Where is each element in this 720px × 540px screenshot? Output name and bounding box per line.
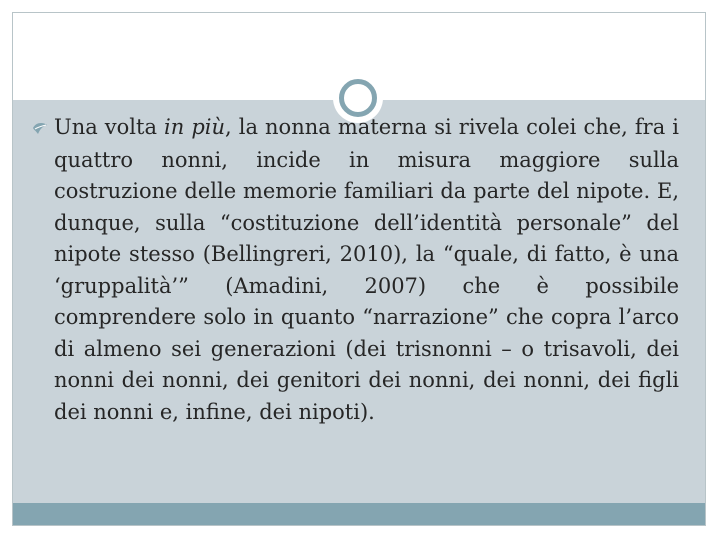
bullet-paragraph: [32, 112, 679, 428]
paragraph-text-start: Una volta: [54, 115, 165, 139]
footer-bar: [13, 503, 705, 525]
leaf-bullet-icon: [32, 113, 54, 145]
text-content: [32, 112, 679, 428]
paragraph-emphasis: in più: [164, 115, 226, 139]
paragraph-text-rest: , la nonna materna si rivela colei che, fra i quattro nonni, incide in misura maggiore sulla costruzione delle memorie familiari da parte del nipote. E, dunque, sulla “costituzione dell’identità personale” del nipote stesso (Bellingreri, 2010), la “quale, di fatto, è una ‘gruppalità’” (Amadini, 2007) che è possibile comprendere solo in quanto “narrazione” che copra l’arco di almeno sei generazioni (dei trisnonni – o trisavoli, dei nonni dei nonni, dei genitori dei nonni, dei nonni, dei figli dei nonni e, infine, dei nipoti).: [54, 115, 679, 424]
